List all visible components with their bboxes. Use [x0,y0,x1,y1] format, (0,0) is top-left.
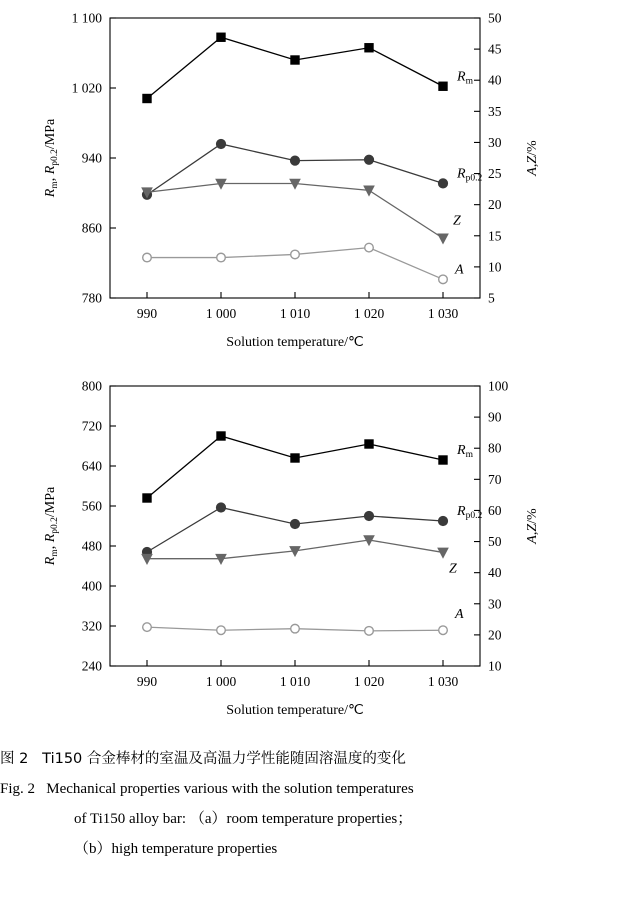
data-point-marker [291,56,299,64]
data-point-marker [364,511,373,520]
x-axis-tick-label: 990 [136,674,158,689]
y-axis-tick-label-left: 720 [81,418,102,434]
x-axis-tick-label: 1 020 [353,674,385,689]
data-point-marker [143,253,152,262]
series-label-Rm: Rm [457,69,473,87]
y-axis-tick-label-right: 50 [488,10,502,26]
data-point-marker [143,494,151,502]
data-point-marker [364,155,373,164]
data-point-marker [143,623,152,632]
svg-text:A,Z/%: A,Z/% [525,508,540,544]
series-Rm [143,432,474,502]
caption-english-line2: of Ti150 alloy bar: （a）room temperature properties； [74,811,413,827]
chart-b-block [0,368,642,728]
chart-b-svg [0,368,642,728]
caption-english-line3: （b）high temperature properties [74,841,278,857]
x-axis-tick-label: 1 000 [205,674,237,689]
data-point-marker [365,44,373,52]
svg-text:Rm, Rp0.2/MPa: Rm, Rp0.2/MPa [43,486,60,566]
data-point-marker [290,519,299,528]
y-axis-tick-label-right: 5 [488,290,495,306]
series-Z [142,179,461,243]
data-point-marker [217,253,226,262]
y-axis-tick-label-left: 560 [81,498,102,514]
series-label-A: A [455,607,464,623]
data-point-marker [217,432,225,440]
y-axis-title-left [43,118,60,198]
data-point-marker [438,234,448,244]
x-axis-tick-label: 1 000 [205,306,237,321]
series-line [147,436,443,498]
svg-text:Rm, Rp0.2/MPa: Rm, Rp0.2/MPa [43,118,60,198]
data-point-marker [290,156,299,165]
y-axis-title-right [525,508,540,545]
y-axis-tick-label-right: 30 [488,596,502,612]
data-point-marker [216,139,225,148]
y-axis-tick-label-right: 10 [488,658,502,674]
series-Rm [143,33,474,103]
y-axis-tick-label-right: 15 [488,228,502,244]
y-axis-tick-label-right: 30 [488,134,502,150]
series-label-A: A [455,262,464,278]
data-point-marker [364,186,374,196]
series-Rp0.2 [142,139,482,199]
y-axis-tick-label-right: 60 [488,502,502,518]
y-axis-title-left [43,486,60,566]
data-point-marker [365,440,373,448]
data-point-marker [216,503,225,512]
data-point-marker [291,454,299,462]
y-axis-tick-label-left: 940 [81,150,102,166]
y-axis-tick-label-right: 70 [488,471,502,487]
y-axis-tick-label-right: 20 [488,627,502,643]
x-axis-tick-label: 990 [136,306,158,321]
series-A [143,607,464,635]
data-point-marker [438,179,447,188]
data-point-marker [365,627,374,636]
y-axis-tick-label-left: 400 [81,578,102,594]
series-label-Rp0.2: Rp0.2 [457,504,483,521]
series-A [143,243,464,283]
chart-a-svg [0,0,642,360]
caption-chinese: 图 2 Ti150 合金棒材的室温及高温力学性能随固溶温度的变化 [0,751,406,767]
y-axis-tick-label-right: 45 [488,41,502,57]
data-point-marker [438,548,448,558]
chart-a-block [0,0,642,360]
series-line [147,37,443,98]
series-line [147,184,443,239]
svg-text:A,Z/%: A,Z/% [525,140,540,176]
series-label-Z: Z [449,561,457,577]
x-axis-title: Solution temperature/℃ [226,703,364,718]
data-point-marker [439,275,448,284]
data-point-marker [217,33,225,41]
y-axis-tick-label-right: 35 [488,103,502,119]
data-point-marker [439,82,447,90]
x-axis-title: Solution temperature/℃ [226,335,364,350]
figure-caption [0,744,642,864]
y-axis-tick-label-right: 40 [488,72,502,88]
y-axis-tick-label-right: 90 [488,409,502,425]
series-Z [142,536,457,577]
x-axis-tick-label: 1 030 [427,306,459,321]
data-point-marker [438,516,447,525]
caption-english-line1: Fig. 2 Mechanical properties various with the solution temperatures [0,781,414,797]
y-axis-tick-label-left: 480 [81,538,102,554]
series-label-Z: Z [453,213,461,229]
series-label-Rp0.2: Rp0.2 [457,166,483,184]
series-label-Rm: Rm [457,443,473,460]
x-axis-tick-label: 1 030 [427,674,459,689]
data-point-marker [143,94,151,102]
data-point-marker [291,624,300,633]
y-axis-tick-label-right: 40 [488,565,502,581]
y-axis-tick-label-left: 640 [81,458,102,474]
x-axis-tick-label: 1 020 [353,306,385,321]
data-point-marker [291,250,300,259]
y-axis-title-right [525,140,540,177]
y-axis-tick-label-left: 1 100 [71,10,102,26]
y-axis-tick-label-left: 860 [81,220,102,236]
y-axis-tick-label-left: 1 020 [71,80,102,96]
y-axis-tick-label-right: 100 [488,378,509,394]
y-axis-tick-label-left: 240 [81,658,102,674]
data-point-marker [439,456,447,464]
y-axis-tick-label-right: 80 [488,440,502,456]
y-axis-tick-label-left: 320 [81,618,102,634]
y-axis-tick-label-right: 10 [488,259,502,275]
x-axis-tick-label: 1 010 [279,674,311,689]
data-point-marker [217,626,226,635]
x-axis-tick-label: 1 010 [279,306,311,321]
y-axis-tick-label-left: 780 [81,290,102,306]
y-axis-tick-label-right: 50 [488,534,502,550]
data-point-marker [439,626,448,635]
y-axis-tick-label-right: 20 [488,197,502,213]
y-axis-tick-label-right: 25 [488,166,502,182]
y-axis-tick-label-left: 800 [81,378,102,394]
data-point-marker [365,243,374,252]
